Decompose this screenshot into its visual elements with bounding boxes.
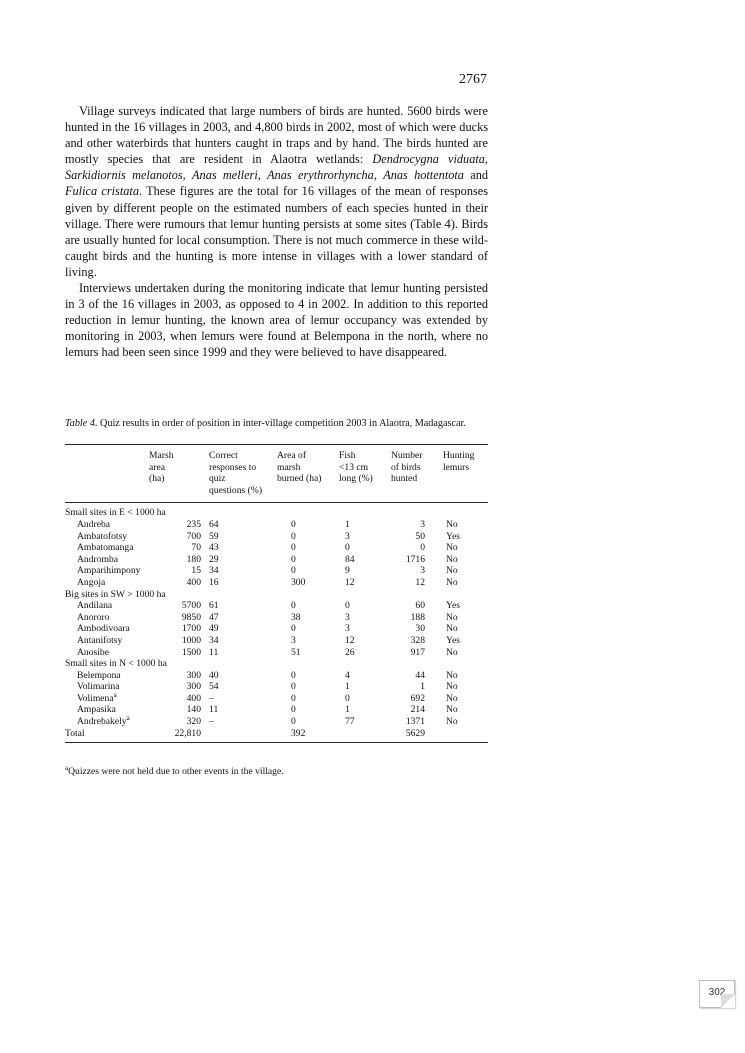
header-line: Number — [391, 450, 423, 461]
group-row — [65, 658, 488, 670]
group-row — [65, 503, 488, 519]
hunting-cell: No — [446, 518, 458, 530]
site-name: Andrebakely — [77, 716, 127, 728]
site-name: Belempona — [77, 669, 121, 681]
table-row — [65, 716, 488, 728]
table-caption — [65, 417, 488, 430]
site-name-cell — [65, 612, 149, 624]
burned-cell: 300 — [291, 576, 306, 588]
site-name: Ambatomanga — [77, 542, 134, 554]
marsh-area-cell: 1500 — [181, 646, 201, 658]
fish-cell: 77 — [345, 716, 355, 728]
birds-cell: 44 — [415, 669, 425, 681]
total-row — [65, 728, 488, 743]
species-name: Anas melleri — [192, 168, 258, 183]
site-name: Anororo — [77, 611, 110, 623]
header-correct-responses — [201, 445, 277, 503]
table-row — [65, 681, 488, 693]
site-name-cell — [65, 635, 149, 647]
quiz-cell: 29 — [209, 553, 219, 565]
marsh-area-cell: 300 — [186, 669, 201, 681]
separator: , — [257, 168, 268, 183]
burned-cell: 0 — [291, 600, 296, 612]
table-row — [65, 600, 488, 612]
burned-cell: 0 — [291, 530, 296, 542]
header-line: quiz — [209, 473, 226, 485]
header-site — [65, 445, 149, 503]
hunting-cell: No — [446, 669, 458, 681]
header-marsh-area — [149, 445, 201, 503]
birds-cell: 3 — [420, 518, 425, 530]
burned-cell: 0 — [291, 542, 296, 554]
header-hunting-lemurs — [443, 445, 488, 503]
header-line: Hunting — [443, 450, 475, 461]
table-label: Table 4 — [65, 418, 95, 429]
fish-cell: 1 — [345, 704, 350, 716]
birds-cell: 917 — [410, 646, 425, 658]
site-name: Anosibe — [77, 646, 109, 658]
body-text — [65, 103, 488, 361]
site-name: Andilana — [77, 600, 113, 612]
burned-cell: 3 — [291, 634, 296, 646]
marsh-area-cell: 235 — [186, 518, 201, 530]
quiz-cell: 64 — [209, 518, 219, 530]
fish-cell: 9 — [345, 565, 350, 577]
fish-cell: 26 — [345, 646, 355, 658]
site-name: Volimarina — [77, 681, 120, 693]
header-line: area — [149, 461, 165, 473]
separator: , — [182, 168, 193, 183]
site-name: Angoja — [77, 576, 106, 588]
marsh-area-cell: 70 — [191, 542, 201, 554]
table-footnote — [65, 763, 284, 777]
paragraph-2: Interviews undertaken during the monitoring indicate that lemur hunting persisted in 3 of the 16 villages in 2003, as opposed to 4 in 2002. In addition to this reported reduction in lemur hunting, the known area of lemur occupancy was extended by monitoring in 2003, when lemurs were found at Belempona in the north, where no lemurs had been seen since 1999 and they were believed to have disappeared. — [65, 281, 488, 360]
group-label: Small sites in N < 1000 ha — [65, 658, 167, 670]
empty-cell — [443, 728, 488, 743]
table-row — [65, 612, 488, 624]
fish-cell: 12 — [345, 634, 355, 646]
empty-cell — [201, 728, 277, 743]
site-name-cell — [65, 577, 149, 589]
site-name-cell — [65, 690, 149, 705]
table-row — [65, 542, 488, 554]
table-row — [65, 577, 488, 589]
site-name-cell — [65, 565, 149, 577]
birds-cell: 1 — [420, 681, 425, 693]
quiz-results-table — [65, 444, 488, 743]
table-4 — [65, 444, 488, 743]
table-row — [65, 693, 488, 705]
species-name: Sarkidiornis melanotos — [65, 168, 183, 183]
header-line: hunted — [391, 473, 418, 485]
footnote-text: Quizzes were not held due to other events in the village. — [68, 766, 284, 777]
quiz-cell: 11 — [209, 646, 219, 658]
quiz-cell: 40 — [209, 669, 219, 681]
hunting-cell: Yes — [446, 530, 460, 542]
text-run: Village surveys indicated that large numbers of birds are hunted. 5600 birds were hunted in the 16 villages in 2003, and 4,800 birds in 2002, most of which were ducks and other waterbirds that hunters caught in traps and by hand. The birds hunted are mostly species that are resident in Alaotra wetlands: — [65, 104, 488, 167]
page-curl-icon — [721, 994, 735, 1008]
page-number: 2767 — [459, 72, 487, 87]
burned-cell: 0 — [291, 518, 296, 530]
hunting-cell: No — [446, 681, 458, 693]
footnote-mark: a — [65, 763, 69, 772]
quiz-cell: 34 — [209, 565, 219, 577]
site-name: Andromba — [77, 553, 119, 565]
fish-cell: 84 — [345, 553, 355, 565]
site-name: Andreba — [77, 518, 111, 530]
group-label: Big sites in SW > 1000 ha — [65, 588, 166, 600]
burned-cell: 0 — [291, 565, 296, 577]
table-row — [65, 554, 488, 566]
hunting-cell: No — [446, 704, 458, 716]
table-row — [65, 623, 488, 635]
hunting-cell: No — [446, 692, 458, 704]
footnote-mark: a — [113, 690, 117, 699]
header-line: (ha) — [149, 473, 165, 485]
fish-cell: 4 — [345, 669, 350, 681]
hunting-cell: No — [446, 576, 458, 588]
fish-cell: 3 — [345, 623, 350, 635]
footnote-mark: a — [126, 713, 130, 722]
hunting-cell: Yes — [446, 600, 460, 612]
header-line: responses to — [209, 461, 257, 473]
table-row — [65, 670, 488, 682]
fish-cell: 0 — [345, 542, 350, 554]
header-area-burned — [277, 445, 339, 503]
site-name-cell — [65, 600, 149, 612]
birds-cell: 50 — [415, 530, 425, 542]
hunting-cell: No — [446, 646, 458, 658]
table-row — [65, 531, 488, 543]
quiz-cell: – — [209, 692, 214, 704]
marsh-area-cell: 180 — [186, 553, 201, 565]
site-name-cell — [65, 554, 149, 566]
quiz-cell: 59 — [209, 530, 219, 542]
header-line: marsh — [277, 461, 301, 473]
page-badge — [699, 980, 735, 1008]
birds-cell: 12 — [415, 576, 425, 588]
fish-cell: 1 — [345, 518, 350, 530]
fish-cell: 0 — [345, 600, 350, 612]
group-row — [65, 589, 488, 601]
table-row — [65, 565, 488, 577]
fish-cell: 1 — [345, 681, 350, 693]
species-name: Anas hottentota — [383, 168, 464, 183]
hunting-cell: No — [446, 716, 458, 728]
header-line: Correct — [209, 450, 238, 461]
site-name: Antanifotsy — [77, 634, 123, 646]
burned-cell: 51 — [291, 646, 301, 658]
quiz-cell: – — [209, 716, 214, 728]
birds-cell: 328 — [410, 634, 425, 646]
birds-cell: 1371 — [405, 716, 425, 728]
table-header-row — [65, 445, 488, 503]
hunting-cell: No — [446, 565, 458, 577]
site-name-cell — [65, 670, 149, 682]
marsh-area-cell: 140 — [186, 704, 201, 716]
hunting-cell: No — [446, 542, 458, 554]
fish-cell: 3 — [345, 530, 350, 542]
burned-cell: 0 — [291, 716, 296, 728]
separator: and — [463, 168, 488, 183]
birds-cell: 214 — [410, 704, 425, 716]
header-line: long (%) — [339, 473, 373, 485]
site-name-cell — [65, 623, 149, 635]
text-run: . These figures are the total for 16 villages of the mean of responses given by different people on the estimated numbers of each species hunted in their village. There were rumours that lemur hunting persists at some sites (Table 4). Birds are usually hunted for local consumption. There is not much commerce in these wild-caught birds and the hunting is more intense in villages with a lower standard of living. — [65, 184, 488, 279]
header-line: of birds — [391, 461, 421, 473]
hunting-cell: No — [446, 553, 458, 565]
header-birds-hunted — [391, 445, 443, 503]
header-fish — [339, 445, 391, 503]
marsh-area-cell: 400 — [186, 576, 201, 588]
group-label: Small sites in E < 1000 ha — [65, 507, 166, 519]
site-name-cell — [65, 681, 149, 693]
quiz-cell: 43 — [209, 542, 219, 554]
quiz-cell: 34 — [209, 634, 219, 646]
birds-cell: 3 — [420, 565, 425, 577]
fish-cell: 3 — [345, 611, 350, 623]
header-line: Marsh — [149, 450, 174, 461]
burned-cell: 0 — [291, 553, 296, 565]
marsh-area-cell: 700 — [186, 530, 201, 542]
page-badge-number: 302 — [708, 987, 726, 998]
table-row — [65, 647, 488, 659]
birds-cell: 30 — [415, 623, 425, 635]
total-label: Total — [65, 727, 85, 739]
marsh-area-cell: 300 — [186, 681, 201, 693]
fish-cell: 12 — [345, 576, 355, 588]
marsh-area-cell: 1000 — [181, 634, 201, 646]
separator: , — [484, 152, 488, 167]
birds-cell: 0 — [420, 542, 425, 554]
site-name: Ampasika — [77, 704, 116, 716]
header-line: <13 cm — [339, 461, 369, 473]
birds-cell: 1716 — [405, 553, 425, 565]
marsh-area-cell: 1700 — [181, 623, 201, 635]
quiz-cell: 49 — [209, 623, 219, 635]
separator: , — [373, 168, 384, 183]
birds-cell: 60 — [415, 600, 425, 612]
site-name: Ambodivoara — [77, 623, 130, 635]
table-caption-text: . Quiz results in order of position in inter-village competition 2003 in Alaotra, Madagascar. — [94, 418, 466, 429]
fish-cell: 0 — [345, 692, 350, 704]
header-line: lemurs — [443, 461, 470, 473]
burned-cell: 0 — [291, 669, 296, 681]
marsh-area-cell: 320 — [186, 716, 201, 728]
burned-cell: 0 — [291, 623, 296, 635]
marsh-area-cell: 9850 — [181, 611, 201, 623]
header-line: burned (ha) — [277, 473, 322, 485]
burned-cell: 0 — [291, 704, 296, 716]
quiz-cell: 47 — [209, 611, 219, 623]
hunting-cell: No — [446, 611, 458, 623]
marsh-area-cell: 5700 — [181, 600, 201, 612]
species-name: Dendrocygna viduata — [372, 152, 485, 167]
table-row — [65, 519, 488, 531]
site-name: Volimena — [77, 692, 114, 704]
burned-cell: 0 — [291, 681, 296, 693]
site-name-cell — [65, 542, 149, 554]
site-name: Amparihimpony — [77, 565, 141, 577]
site-name: Ambatofotsy — [77, 530, 128, 542]
table-body — [65, 503, 488, 743]
burned-cell: 0 — [291, 692, 296, 704]
hunting-cell: No — [446, 623, 458, 635]
total-marsh-cell: 22,810 — [174, 727, 201, 739]
quiz-cell: 11 — [209, 704, 219, 716]
total-burned-cell: 392 — [291, 727, 306, 739]
header-line: Fish — [339, 450, 356, 461]
site-name-cell — [65, 647, 149, 659]
site-name-cell — [65, 531, 149, 543]
quiz-cell: 61 — [209, 600, 219, 612]
site-name-cell — [65, 713, 149, 728]
species-name: Anas erythrorhyncha — [267, 168, 374, 183]
marsh-area-cell: 400 — [186, 692, 201, 704]
total-birds-cell: 5629 — [405, 727, 425, 739]
birds-cell: 188 — [410, 611, 425, 623]
marsh-area-cell: 15 — [191, 565, 201, 577]
header-line: questions (%) — [209, 484, 263, 496]
quiz-cell: 54 — [209, 681, 219, 693]
header-line: Area of — [277, 450, 307, 461]
species-name: Fulica cristata — [65, 184, 139, 199]
burned-cell: 38 — [291, 611, 301, 623]
birds-cell: 692 — [410, 692, 425, 704]
paragraph-1 — [65, 103, 488, 280]
table-row — [65, 635, 488, 647]
quiz-cell: 16 — [209, 576, 219, 588]
empty-cell — [339, 728, 391, 743]
site-name-cell — [65, 519, 149, 531]
hunting-cell: Yes — [446, 634, 460, 646]
site-name-cell — [65, 704, 149, 716]
